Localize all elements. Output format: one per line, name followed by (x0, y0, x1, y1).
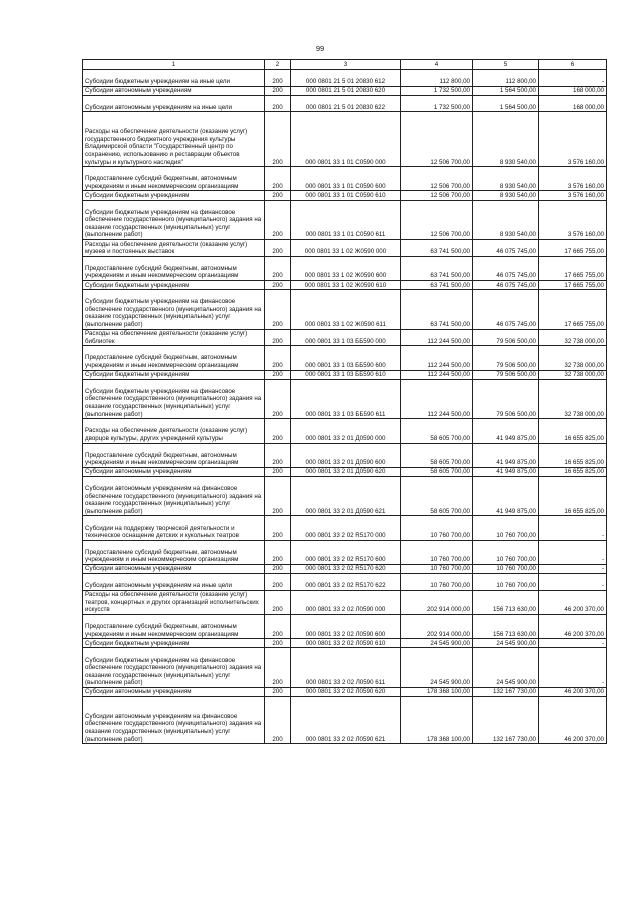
row-code-cell: 200 (265, 70, 291, 87)
table-row (83, 290, 607, 330)
row-name-cell: Субсидии бюджетным учреждениям на финансовое обеспечение государственного (муниципального) задания на оказание государственных (муниципальных) услуг (выполнение работ) (83, 200, 265, 240)
table-row (83, 200, 607, 240)
row-name-cell: Субсидии бюджетным учреждениям (83, 191, 265, 200)
row-amount-col5-cell: 79 506 500,00 (473, 346, 539, 370)
row-amount-col4-cell: 10 760 700,00 (401, 540, 473, 564)
row-code-cell: 200 (265, 167, 291, 191)
column-header: 5 (473, 60, 539, 70)
row-code-cell: 200 (265, 419, 291, 443)
row-classification-cell: 000 0801 33 1 03 ББ590 610 (291, 370, 401, 379)
row-name-cell: Субсидии бюджетным учреждениям (83, 370, 265, 379)
table-row (83, 95, 607, 112)
row-name-cell: Предоставление субсидий бюджетным, автономным учреждениям и иным некоммерческим организациям (83, 256, 265, 280)
row-name-cell: Расходы на обеспечение деятельности (оказание услуг) музеев и постоянных выставок (83, 240, 265, 257)
row-classification-cell: 000 0801 33 2 02 R5170 000 (291, 516, 401, 540)
row-amount-col5-cell: 79 506 500,00 (473, 379, 539, 419)
row-classification-cell: 000 0801 33 2 01 Д0590 621 (291, 476, 401, 516)
row-amount-col5-cell: 8 930 540,00 (473, 191, 539, 200)
row-classification-cell: 000 0801 33 1 01 С0590 000 (291, 112, 401, 167)
row-classification-cell: 000 0801 21 5 01 20830 622 (291, 95, 401, 112)
row-code-cell: 200 (265, 191, 291, 200)
row-amount-col4-cell: 10 760 700,00 (401, 564, 473, 573)
header-row (83, 60, 607, 70)
row-amount-col4-cell: 63 741 500,00 (401, 281, 473, 290)
table-row (83, 590, 607, 614)
row-amount-col6-cell: 17 665 755,00 (539, 281, 607, 290)
row-amount-col6-cell: 168 000,00 (539, 86, 607, 95)
row-amount-col5-cell: 46 075 745,00 (473, 290, 539, 330)
row-classification-cell: 000 0801 33 2 02 Л0590 611 (291, 648, 401, 688)
row-code-cell: 200 (265, 476, 291, 516)
row-amount-col4-cell: 112 244 500,00 (401, 329, 473, 346)
row-name-cell: Расходы на обеспечение деятельности (оказание услуг) библиотек (83, 329, 265, 346)
row-classification-cell: 000 0801 21 5 01 20830 612 (291, 70, 401, 87)
row-amount-col5-cell: 24 545 900,00 (473, 639, 539, 648)
row-name-cell: Субсидии автономным учреждениям (83, 687, 265, 696)
row-classification-cell: 000 0801 33 1 01 С0590 611 (291, 200, 401, 240)
row-name-cell: Субсидии автономным учреждениям (83, 86, 265, 95)
row-name-cell: Субсидии автономным учреждениям на финансовое обеспечение государственного (муниципального) задания на оказание государственных (муниципальных) услуг (выполнение работ) (83, 697, 265, 744)
row-amount-col6-cell: 32 738 000,00 (539, 379, 607, 419)
row-name-cell: Субсидии автономным учреждениям на финансовое обеспечение государственного (муниципального) задания на оказание государственных (муниципальных) услуг (выполнение работ) (83, 476, 265, 516)
row-amount-col6-cell: 16 655 825,00 (539, 443, 607, 467)
row-code-cell: 200 (265, 687, 291, 696)
row-name-cell: Предоставление субсидий бюджетным, автономным учреждениям и иным некоммерческим организациям (83, 443, 265, 467)
row-amount-col6-cell: 17 665 755,00 (539, 240, 607, 257)
table-row (83, 476, 607, 516)
row-amount-col4-cell: 58 605 700,00 (401, 476, 473, 516)
row-classification-cell: 000 0801 33 2 02 Л0590 000 (291, 590, 401, 614)
row-classification-cell: 000 0801 33 1 03 ББ590 000 (291, 329, 401, 346)
row-amount-col6-cell: 16 655 825,00 (539, 467, 607, 476)
table-row (83, 191, 607, 200)
row-amount-col6-cell: - (539, 639, 607, 648)
table-row (83, 86, 607, 95)
row-code-cell: 200 (265, 370, 291, 379)
row-amount-col5-cell: 46 075 745,00 (473, 240, 539, 257)
table-row (83, 167, 607, 191)
row-classification-cell: 000 0801 33 1 01 С0590 610 (291, 191, 401, 200)
row-amount-col4-cell: 63 741 500,00 (401, 240, 473, 257)
row-name-cell: Субсидии бюджетным учреждениям на финансовое обеспечение государственного (муниципального) задания на оказание государственных (муниципальных) услуг (выполнение работ) (83, 290, 265, 330)
row-code-cell: 200 (265, 112, 291, 167)
row-amount-col5-cell: 10 760 700,00 (473, 564, 539, 573)
row-code-cell: 200 (265, 516, 291, 540)
row-amount-col6-cell: - (539, 540, 607, 564)
column-header: 2 (265, 60, 291, 70)
row-name-cell: Субсидии автономным учреждениям на иные цели (83, 95, 265, 112)
row-amount-col4-cell: 202 914 000,00 (401, 590, 473, 614)
row-amount-col6-cell: 3 576 160,00 (539, 112, 607, 167)
table-row (83, 112, 607, 167)
table-row (83, 419, 607, 443)
row-classification-cell: 000 0801 33 2 02 Л0590 610 (291, 639, 401, 648)
row-classification-cell: 000 0801 33 1 02 Ж0590 611 (291, 290, 401, 330)
row-amount-col5-cell: 156 713 630,00 (473, 615, 539, 639)
row-code-cell: 200 (265, 95, 291, 112)
row-code-cell: 200 (265, 346, 291, 370)
row-amount-col5-cell: 8 930 540,00 (473, 112, 539, 167)
row-classification-cell: 000 0801 33 2 02 R5170 620 (291, 564, 401, 573)
row-classification-cell: 000 0801 21 5 01 20830 620 (291, 86, 401, 95)
row-amount-col6-cell: 46 200 370,00 (539, 590, 607, 614)
row-code-cell: 200 (265, 290, 291, 330)
row-amount-col6-cell: 168 000,00 (539, 95, 607, 112)
row-amount-col6-cell: 46 200 370,00 (539, 615, 607, 639)
row-amount-col6-cell: 17 665 755,00 (539, 290, 607, 330)
table-row (83, 540, 607, 564)
row-amount-col6-cell: - (539, 516, 607, 540)
row-name-cell: Расходы на обеспечение деятельности (оказание услуг) дворцов культуры, других учреждений культуры (83, 419, 265, 443)
row-amount-col5-cell: 79 506 500,00 (473, 370, 539, 379)
row-amount-col4-cell: 1 732 500,00 (401, 86, 473, 95)
row-code-cell: 200 (265, 648, 291, 688)
row-classification-cell: 000 0801 33 1 03 ББ590 600 (291, 346, 401, 370)
row-amount-col5-cell: 8 930 540,00 (473, 167, 539, 191)
row-name-cell: Расходы на обеспечение деятельности (оказание услуг) театров, концертных и других организаций исполнительских искусств (83, 590, 265, 614)
row-classification-cell: 000 0801 33 1 02 Ж0590 000 (291, 240, 401, 257)
row-name-cell: Субсидии бюджетным учреждениям на финансовое обеспечение государственного (муниципального) задания на оказание государственных (муниципальных) услуг (выполнение работ) (83, 648, 265, 688)
row-code-cell: 200 (265, 467, 291, 476)
row-code-cell: 200 (265, 574, 291, 591)
row-amount-col5-cell: 41 949 875,00 (473, 476, 539, 516)
row-amount-col4-cell: 10 760 700,00 (401, 516, 473, 540)
row-amount-col5-cell: 41 949 875,00 (473, 419, 539, 443)
row-classification-cell: 000 0801 33 2 02 R5170 600 (291, 540, 401, 564)
table-row (83, 329, 607, 346)
row-name-cell: Предоставление субсидий бюджетным, автономным учреждениям и иным некоммерческим организациям (83, 540, 265, 564)
row-amount-col5-cell: 156 713 630,00 (473, 590, 539, 614)
row-name-cell: Расходы на обеспечение деятельности (оказание услуг) государственного бюджетного учреждения культуры Владимирской области "Государственный центр по сохранению, использованию и реставрации объектов культуры и культурного наследия" (83, 112, 265, 167)
row-amount-col5-cell: 132 167 730,00 (473, 687, 539, 696)
row-amount-col6-cell: 32 738 000,00 (539, 346, 607, 370)
budget-table (82, 59, 607, 744)
table-row (83, 346, 607, 370)
row-name-cell: Субсидии бюджетным учреждениям на финансовое обеспечение государственного (муниципального) задания на оказание государственных (муниципальных) услуг (выполнение работ) (83, 379, 265, 419)
row-classification-cell: 000 0801 33 1 02 Ж0590 610 (291, 281, 401, 290)
row-classification-cell: 000 0801 33 1 02 Ж0590 600 (291, 256, 401, 280)
table-body (83, 70, 607, 744)
row-amount-col4-cell: 10 760 700,00 (401, 574, 473, 591)
row-code-cell: 200 (265, 540, 291, 564)
table-row (83, 370, 607, 379)
row-amount-col6-cell: - (539, 564, 607, 573)
row-classification-cell: 000 0801 33 1 01 С0590 600 (291, 167, 401, 191)
row-amount-col5-cell: 46 075 745,00 (473, 256, 539, 280)
row-name-cell: Предоставление субсидий бюджетным, автономным учреждениям и иным некоммерческим организациям (83, 346, 265, 370)
row-amount-col4-cell: 202 914 000,00 (401, 615, 473, 639)
row-amount-col4-cell: 12 506 700,00 (401, 112, 473, 167)
row-amount-col4-cell: 63 741 500,00 (401, 256, 473, 280)
row-amount-col5-cell: 8 930 540,00 (473, 200, 539, 240)
row-amount-col4-cell: 58 605 700,00 (401, 443, 473, 467)
row-classification-cell: 000 0801 33 2 01 Д0590 620 (291, 467, 401, 476)
table-row (83, 615, 607, 639)
row-amount-col4-cell: 1 732 500,00 (401, 95, 473, 112)
row-name-cell: Субсидии бюджетным учреждениям на иные цели (83, 70, 265, 87)
row-name-cell: Субсидии автономным учреждениям на иные цели (83, 574, 265, 591)
row-amount-col5-cell: 10 760 700,00 (473, 516, 539, 540)
table-row (83, 639, 607, 648)
table-row (83, 443, 607, 467)
row-name-cell: Предоставление субсидий бюджетным, автономным учреждениям и иным некоммерческим организациям (83, 615, 265, 639)
row-amount-col5-cell: 10 760 700,00 (473, 574, 539, 591)
row-amount-col4-cell: 178 368 100,00 (401, 697, 473, 744)
row-amount-col5-cell: 79 506 500,00 (473, 329, 539, 346)
row-classification-cell: 000 0801 33 2 01 Д0590 000 (291, 419, 401, 443)
row-code-cell: 200 (265, 86, 291, 95)
row-classification-cell: 000 0801 33 2 02 R5170 622 (291, 574, 401, 591)
row-amount-col5-cell: 112 800,00 (473, 70, 539, 87)
row-amount-col6-cell: - (539, 70, 607, 87)
column-header: 4 (401, 60, 473, 70)
row-amount-col4-cell: 63 741 500,00 (401, 290, 473, 330)
row-amount-col5-cell: 1 564 500,00 (473, 95, 539, 112)
row-amount-col6-cell: 3 576 160,00 (539, 191, 607, 200)
row-amount-col4-cell: 178 368 100,00 (401, 687, 473, 696)
row-code-cell: 200 (265, 639, 291, 648)
row-amount-col4-cell: 58 605 700,00 (401, 467, 473, 476)
row-amount-col6-cell: 46 200 370,00 (539, 697, 607, 744)
row-amount-col6-cell: 16 655 825,00 (539, 476, 607, 516)
column-header: 1 (83, 60, 265, 70)
row-amount-col5-cell: 132 167 730,00 (473, 697, 539, 744)
table-row (83, 648, 607, 688)
row-amount-col4-cell: 112 244 500,00 (401, 346, 473, 370)
row-code-cell: 200 (265, 590, 291, 614)
row-name-cell: Субсидии автономным учреждениям (83, 467, 265, 476)
row-code-cell: 200 (265, 697, 291, 744)
row-amount-col6-cell: - (539, 574, 607, 591)
row-code-cell: 200 (265, 329, 291, 346)
row-name-cell: Субсидии на поддержку творческой деятельности и техническое оснащение детских и кукольных театров (83, 516, 265, 540)
column-header: 3 (291, 60, 401, 70)
row-amount-col5-cell: 41 949 875,00 (473, 443, 539, 467)
row-amount-col5-cell: 1 564 500,00 (473, 86, 539, 95)
row-amount-col6-cell: 32 738 000,00 (539, 370, 607, 379)
table-row (83, 574, 607, 591)
row-amount-col6-cell: 3 576 160,00 (539, 167, 607, 191)
row-code-cell: 200 (265, 379, 291, 419)
row-amount-col6-cell: - (539, 648, 607, 688)
row-code-cell: 200 (265, 564, 291, 573)
row-classification-cell: 000 0801 33 2 01 Д0590 600 (291, 443, 401, 467)
row-amount-col5-cell: 24 545 900,00 (473, 648, 539, 688)
table-row (83, 516, 607, 540)
row-code-cell: 200 (265, 615, 291, 639)
row-amount-col6-cell: 16 655 825,00 (539, 419, 607, 443)
row-amount-col5-cell: 41 949 875,00 (473, 467, 539, 476)
row-name-cell: Предоставление субсидий бюджетным, автономным учреждениям и иным некоммерческим организациям (83, 167, 265, 191)
row-amount-col4-cell: 12 506 700,00 (401, 191, 473, 200)
row-amount-col6-cell: 46 200 370,00 (539, 687, 607, 696)
row-amount-col5-cell: 46 075 745,00 (473, 281, 539, 290)
row-amount-col4-cell: 112 244 500,00 (401, 379, 473, 419)
table-row (83, 281, 607, 290)
table-row (83, 379, 607, 419)
row-classification-cell: 000 0801 33 2 02 Л0590 620 (291, 687, 401, 696)
row-amount-col4-cell: 12 506 700,00 (401, 200, 473, 240)
table-row (83, 467, 607, 476)
row-code-cell: 200 (265, 256, 291, 280)
table-row (83, 256, 607, 280)
row-amount-col6-cell: 3 576 160,00 (539, 200, 607, 240)
row-code-cell: 200 (265, 281, 291, 290)
row-amount-col4-cell: 112 244 500,00 (401, 370, 473, 379)
table-row (83, 70, 607, 87)
table-row (83, 697, 607, 744)
row-amount-col4-cell: 24 545 900,00 (401, 648, 473, 688)
row-amount-col4-cell: 58 605 700,00 (401, 419, 473, 443)
row-name-cell: Субсидии бюджетным учреждениям (83, 281, 265, 290)
table-row (83, 240, 607, 257)
row-amount-col4-cell: 12 506 700,00 (401, 167, 473, 191)
row-code-cell: 200 (265, 240, 291, 257)
row-name-cell: Субсидии бюджетным учреждениям (83, 639, 265, 648)
row-amount-col4-cell: 24 545 900,00 (401, 639, 473, 648)
row-classification-cell: 000 0801 33 1 03 ББ590 611 (291, 379, 401, 419)
row-name-cell: Субсидии автономным учреждениям (83, 564, 265, 573)
row-code-cell: 200 (265, 443, 291, 467)
row-classification-cell: 000 0801 33 2 02 Л0590 621 (291, 697, 401, 744)
row-amount-col6-cell: 32 738 000,00 (539, 329, 607, 346)
row-code-cell: 200 (265, 200, 291, 240)
row-amount-col4-cell: 112 800,00 (401, 70, 473, 87)
table-row (83, 687, 607, 696)
row-classification-cell: 000 0801 33 2 02 Л0590 600 (291, 615, 401, 639)
column-header: 6 (539, 60, 607, 70)
row-amount-col6-cell: 17 665 755,00 (539, 256, 607, 280)
table-row (83, 564, 607, 573)
row-amount-col5-cell: 10 760 700,00 (473, 540, 539, 564)
page-number: 99 (315, 44, 325, 53)
